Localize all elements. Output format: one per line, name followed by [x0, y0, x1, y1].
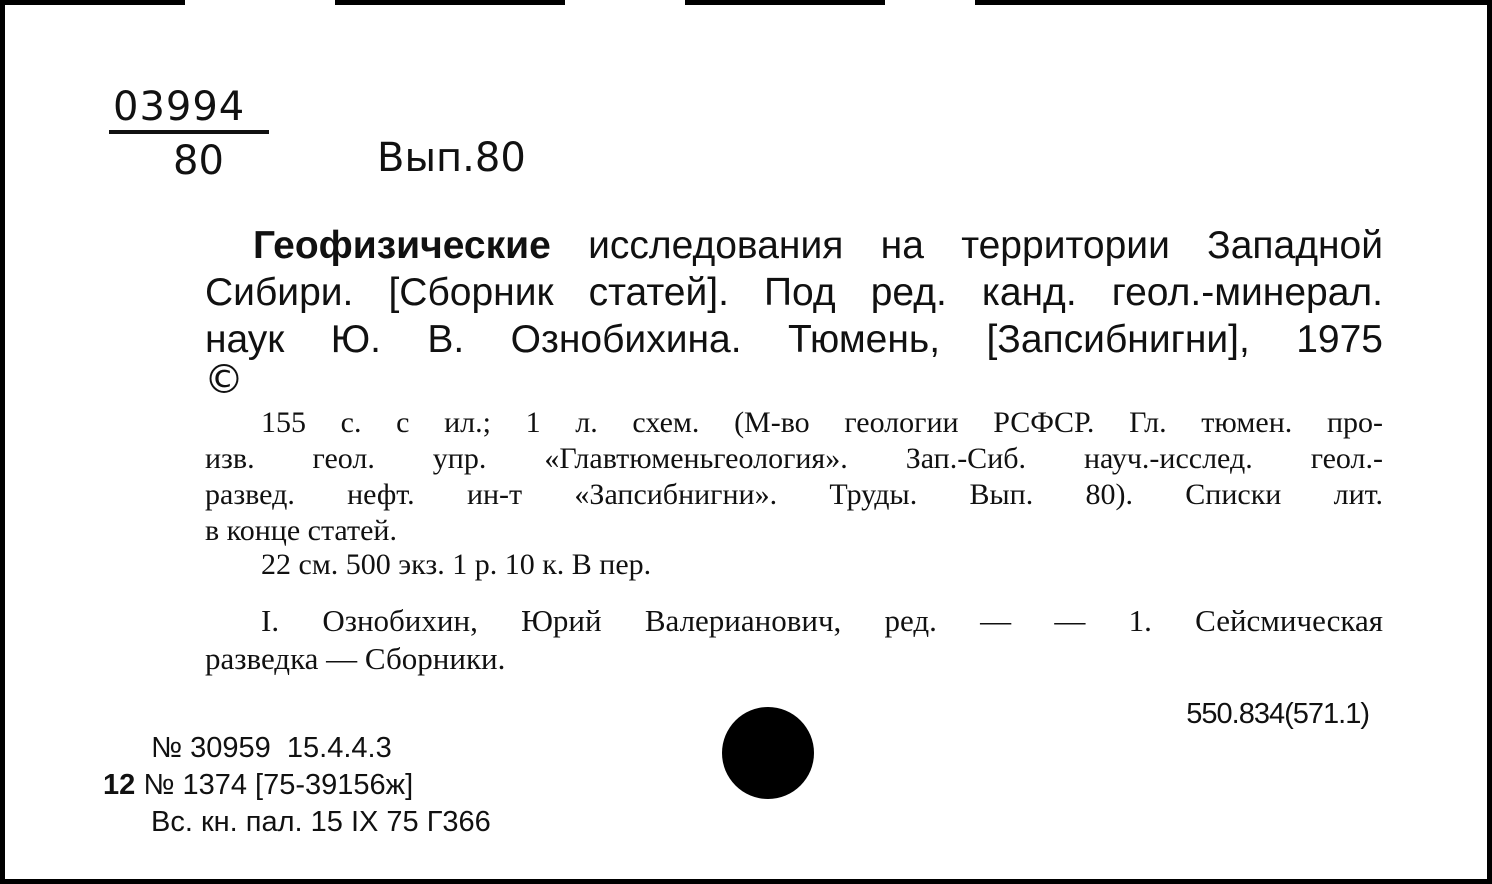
call-number-fraction-line — [109, 130, 269, 134]
footer-line-1: № 30959 15.4.4.3 — [151, 732, 392, 764]
tracing-line-1: I. Ознобихин, Юрий Валерианович, ред. — — 1. Сейсмическая — [261, 603, 1383, 638]
size-price-line: 22 см. 500 экз. 1 р. 10 к. В пер. — [261, 548, 652, 581]
title-line-1-rest: исследования на территории Западной — [588, 224, 1383, 267]
title-editor: наук Ю. В. Ознобихина. — [205, 318, 742, 361]
call-number-numerator: 03994 — [113, 84, 246, 130]
copyright-sign: © — [204, 357, 244, 403]
footer-prefix: 12 — [103, 769, 136, 801]
collation-line-3: развед. нефт. ин-т «Запсибнигни». Труды. Вып. 80). Списки лит. — [205, 478, 1383, 511]
footer-line-2 — [103, 767, 413, 804]
collation-line-2: изв. геол. упр. «Главтюменьгеология». Зап.-Сиб. науч.-исслед. геол.- — [205, 442, 1383, 475]
book-title-block — [205, 222, 1383, 363]
title-line-1 — [205, 222, 1383, 269]
collation-line-4: в конце статей. — [205, 514, 397, 547]
collation-line-1: 155 с. с ил.; 1 л. схем. (М-во геологии РСФСР. Гл. тюмен. про- — [261, 406, 1383, 439]
udc-code: 550.834(571.1) — [1186, 698, 1369, 730]
card-top-border — [5, 0, 1492, 5]
tracing-line-2: разведка — Сборники. — [205, 641, 506, 676]
punch-hole — [722, 707, 814, 799]
title-line-3 — [205, 316, 1383, 363]
call-number-denominator: 80 — [173, 138, 224, 184]
title-imprint: Тюмень, [Запсибнигни], 1975 — [787, 318, 1383, 361]
tracing-block — [205, 602, 1383, 678]
title-line-2: Сибири. [Сборник статей]. Под ред. канд. геол.-минерал. — [205, 271, 1383, 314]
issue-label: Вып.80 — [377, 135, 526, 181]
collation-block — [205, 405, 1383, 549]
title-bold-heading: Геофизические — [253, 224, 551, 267]
footer-line-2-text: № 1374 [75-39156ж] — [135, 769, 414, 801]
footer-line-3: Вс. кн. пал. 15 IX 75 Г366 — [151, 806, 491, 838]
